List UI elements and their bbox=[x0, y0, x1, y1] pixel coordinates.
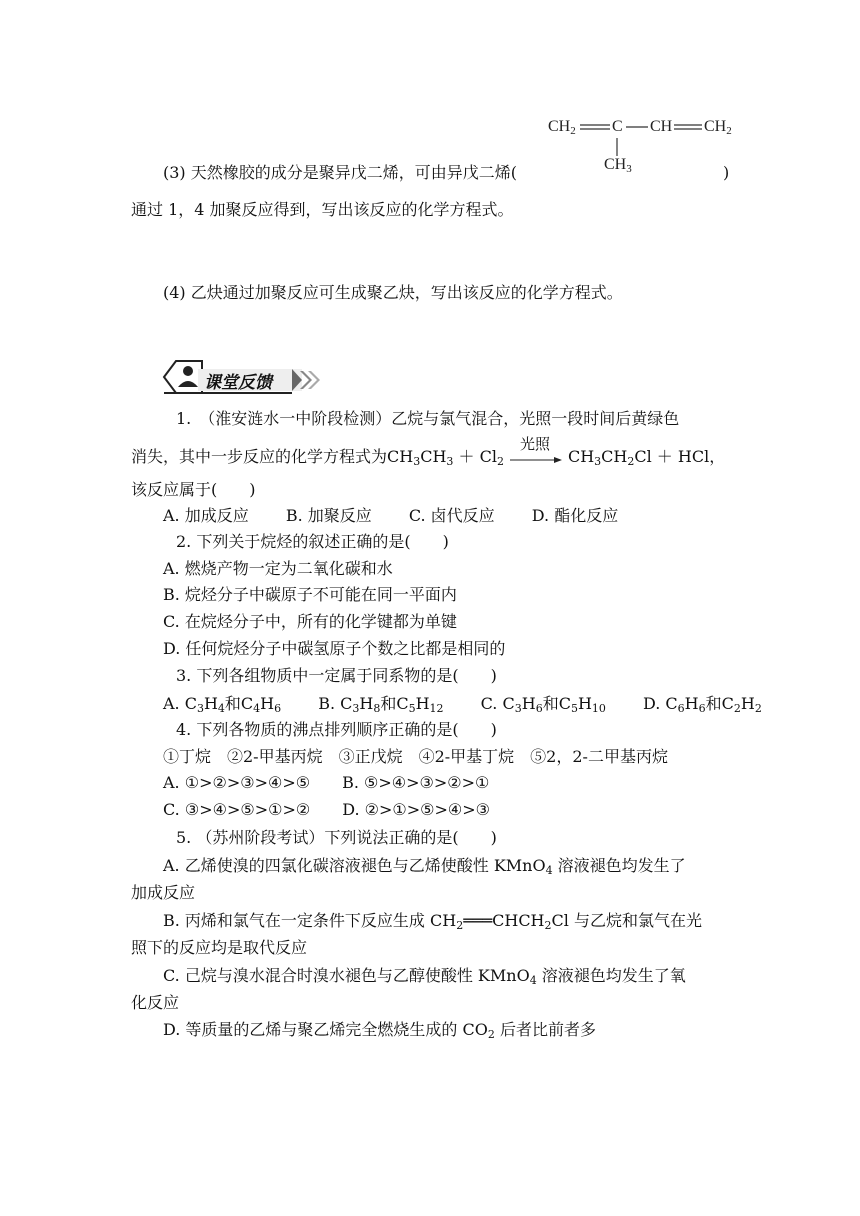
q3-options: A. $C_3H_4$和$C_4H_6$ B. $C_3H_8$和$C_5H_{12}$ C. $C_3H_6$和$C_5H_{10}$ D. $C_6H_6$和$C_2H_2$ bbox=[163, 694, 762, 715]
q3-stem: 3. 下列各组物质中一定属于同系物的是( ) bbox=[176, 666, 497, 685]
q1-line2: 消失，其中一步反应的化学方程式为$CH_3CH_3 + Cl_2$ 光照 $CH_3CH_2Cl$ ＋ HCl， bbox=[131, 434, 726, 468]
vertical-bond bbox=[614, 138, 620, 156]
q1-line1: 1. （淮安涟水一中阶段检测）乙烷与氯气混合，光照一段时间后黄绿色 bbox=[176, 409, 680, 428]
q4-options-ab: A. ①>②>③>④>⑤ B. ⑤>④>③>②>① bbox=[163, 773, 490, 792]
q5-option-b-line2: 照下的反应均是取代反应 bbox=[131, 938, 308, 957]
double-bond-left bbox=[580, 122, 610, 132]
q5-option-c-line2: 化反应 bbox=[131, 993, 180, 1012]
prev-q4: (4) 乙炔通过加聚反应可生成聚乙炔，写出该反应的化学方程式。 bbox=[163, 283, 623, 302]
single-bond bbox=[626, 122, 648, 132]
q2-option-d: D. 任何烷烃分子中碳氢原子个数之比都是相同的 bbox=[163, 639, 506, 658]
double-bond-right bbox=[674, 122, 702, 132]
q2-option-a: A. 燃烧产物一定为二氧化碳和水 bbox=[163, 559, 393, 578]
prev-q3-line2: 通过 1，4 加聚反应得到，写出该反应的化学方程式。 bbox=[131, 200, 514, 219]
isoprene-structure: $CH_2$ C CH $CH_2$ $CH_3$ bbox=[548, 118, 732, 175]
section-title: 课堂反馈 bbox=[204, 373, 272, 393]
q5-option-d: D. 等质量的乙烯与聚乙烯完全燃烧生成的 $CO_2$ 后者比前者多 bbox=[163, 1020, 596, 1041]
q1-line3: 该反应属于( ) bbox=[131, 480, 256, 499]
q4-items: ①丁烷 ②2-甲基丙烷 ③正戊烷 ④2-甲基丁烷 ⑤2，2-二甲基丙烷 bbox=[163, 747, 668, 766]
q2-stem: 2. 下列关于烷烃的叙述正确的是( ) bbox=[176, 532, 449, 551]
q5-option-a-line1: A. 乙烯使溴的四氯化碳溶液褪色与乙烯使酸性 KMnO$_4$ 溶液褪色均发生了 bbox=[163, 856, 686, 877]
q4-options-cd: C. ③>④>⑤>①>② D. ②>①>⑤>④>③ bbox=[163, 800, 490, 819]
q4-stem: 4. 下列各物质的沸点排列顺序正确的是( ) bbox=[176, 720, 497, 739]
prev-q3-close: ) bbox=[723, 163, 730, 182]
q5-option-c-line1: C. 己烷与溴水混合时溴水褪色与乙醇使酸性 KMnO$_4$ 溶液褪色均发生了氧 bbox=[163, 966, 686, 987]
reaction-arrow-icon: 光照 bbox=[510, 448, 562, 468]
q2-option-c: C. 在烷烃分子中，所有的化学键都为单键 bbox=[163, 612, 457, 631]
section-badge bbox=[162, 357, 322, 397]
prev-q3-line1: (3) 天然橡胶的成分是聚异戊二烯，可由异戊二烯( bbox=[163, 163, 517, 182]
q5-stem: 5. （苏州阶段考试）下列说法正确的是( ) bbox=[176, 828, 497, 847]
q5-option-a-line2: 加成反应 bbox=[131, 883, 196, 902]
q5-option-b-line1: B. 丙烯和氯气在一定条件下反应生成 $CH_2═══CHCH_2Cl$ 与乙烷和氯气在光 bbox=[163, 911, 702, 932]
q1-options: A. 加成反应 B. 加聚反应 C. 卤代反应 D. 酯化反应 bbox=[163, 506, 619, 525]
q2-option-b: B. 烷烃分子中碳原子不可能在同一平面内 bbox=[163, 585, 457, 604]
